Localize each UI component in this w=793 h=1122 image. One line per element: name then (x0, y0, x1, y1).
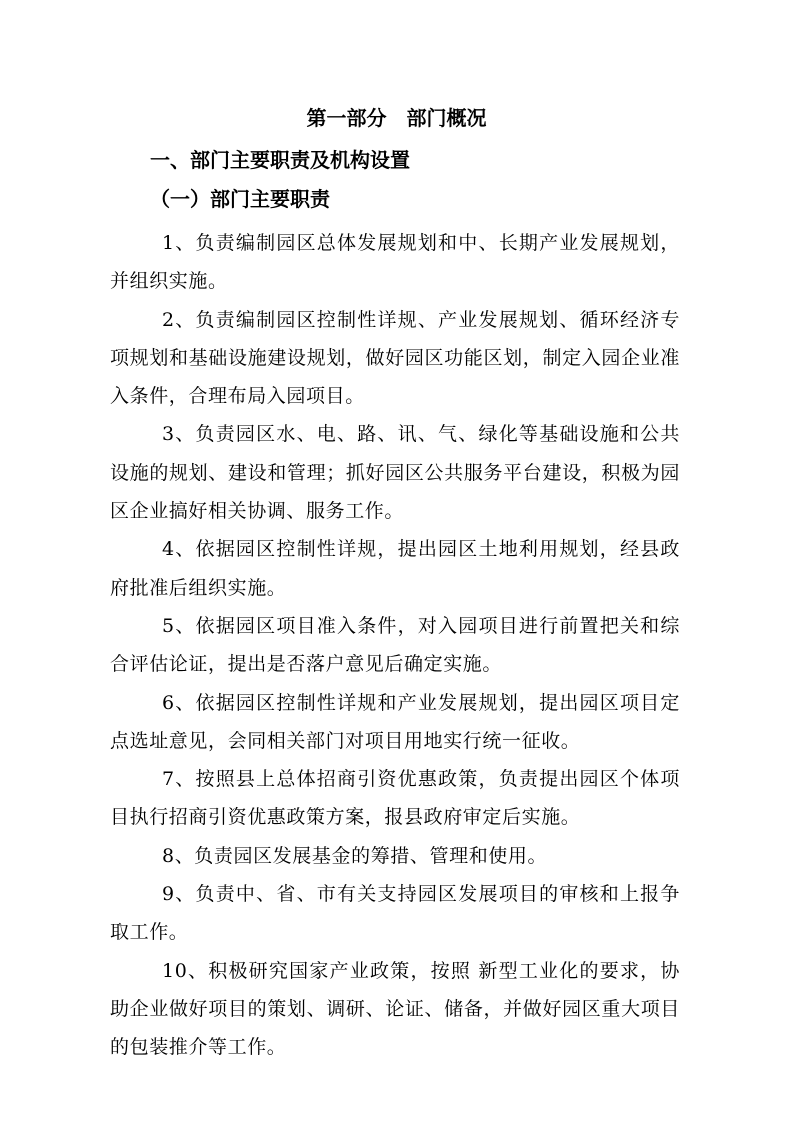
section-heading: 一、部门主要职责及机构设置 (150, 148, 410, 172)
duty-paragraph-4: 4、依据园区控制性详规，提出园区土地利用规划，经县政府批准后组织实施。 (110, 538, 680, 599)
duty-paragraph-2: 2、负责编制园区控制性详规、产业发展规划、循环经济专项规划和基础设施建设规划，做好园区功能区划，制定入园企业准入条件，合理布局入园项目。 (110, 308, 680, 408)
duties-list (110, 224, 680, 1067)
duty-paragraph-8: 8、负责园区发展基金的筹措、管理和使用。 (162, 844, 548, 867)
duty-paragraph-3: 3、负责园区水、电、路、讯、气、绿化等基础设施和公共设施的规划、建设和管理；抓好园区公共服务平台建设，积极为园区企业搞好相关协调、服务工作。 (110, 423, 680, 523)
duty-paragraph-9: 9、负责中、省、市有关支持园区发展项目的审核和上报争取工作。 (110, 883, 680, 944)
duty-paragraph-7: 7、按照县上总体招商引资优惠政策，负责提出园区个体项目执行招商引资优惠政策方案，报县政府审定后实施。 (110, 768, 680, 829)
part-title: 第一部分 部门概况 (306, 106, 487, 130)
duty-paragraph-10: 10、积极研究国家产业政策，按照 新型工业化的要求，协助企业做好项目的策划、调研、论证、储备，并做好园区重大项目的包装推介等工作。 (110, 959, 680, 1059)
duty-paragraph-1: 1、负责编制园区总体发展规划和中、长期产业发展规划，并组织实施。 (110, 232, 680, 293)
duty-paragraph-5: 5、依据园区项目准入条件，对入园项目进行前置把关和综合评估论证，提出是否落户意见后确定实施。 (110, 614, 680, 676)
subsection-heading: （一）部门主要职责 (150, 187, 330, 211)
duty-paragraph-6: 6、依据园区控制性详规和产业发展规划，提出园区项目定点选址意见，会同相关部门对项目用地实行统一征收。 (110, 691, 680, 752)
